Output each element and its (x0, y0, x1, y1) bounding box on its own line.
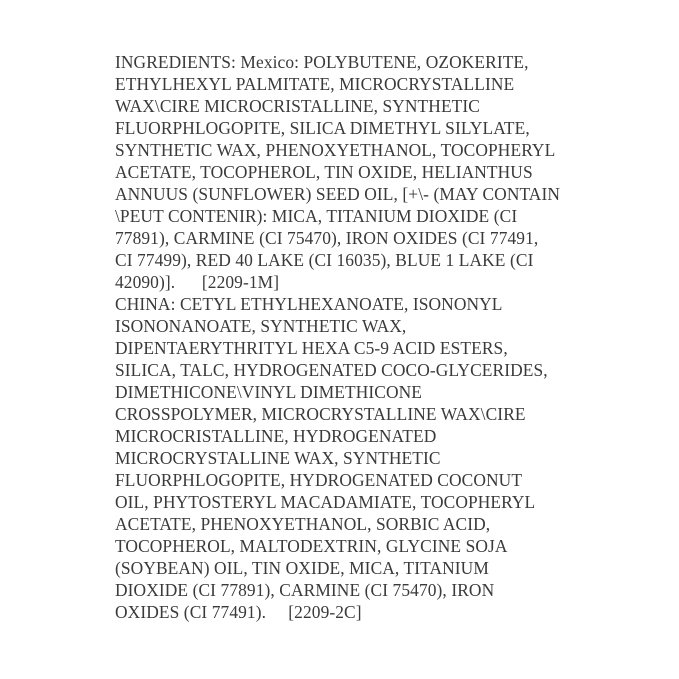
ingredients-line: SYNTHETIC WAX, PHENOXYETHANOL, TOCOPHERYL (115, 140, 556, 160)
ingredients-line: FLUORPHLOGOPITE, HYDROGENATED COCONUT (115, 470, 523, 490)
ingredients-line-china-start: CHINA: CETYL ETHYLHEXANOATE, ISONONYL (115, 294, 503, 314)
ingredients-line: DIMETHICONE\VINYL DIMETHICONE (115, 382, 423, 402)
ingredients-line: INGREDIENTS: Mexico: POLYBUTENE, OZOKERITE, (115, 52, 529, 72)
ingredients-line: SILICA, TALC, HYDROGENATED COCO-GLYCERIDES, (115, 360, 548, 380)
ingredients-line: ACETATE, PHENOXYETHANOL, SORBIC ACID, (115, 514, 491, 534)
ingredients-line: WAX\CIRE MICROCRISTALLINE, SYNTHETIC (115, 96, 480, 116)
ingredients-line: 77891), CARMINE (CI 75470), IRON OXIDES (CI 77491, (115, 228, 539, 248)
ingredients-line: \PEUT CONTENIR): MICA, TITANIUM DIOXIDE (CI (115, 206, 518, 226)
ingredients-line: FLUORPHLOGOPITE, SILICA DIMETHYL SILYLATE, (115, 118, 530, 138)
ingredients-line: TOCOPHEROL, MALTODEXTRIN, GLYCINE SOJA (115, 536, 508, 556)
ingredients-line: (SOYBEAN) OIL, TIN OXIDE, MICA, TITANIUM (115, 558, 489, 578)
ingredients-line: ANNUUS (SUNFLOWER) SEED OIL, [+\- (MAY CONTAIN (115, 184, 561, 204)
ingredients-line: DIPENTAERYTHRITYL HEXA C5-9 ACID ESTERS, (115, 338, 508, 358)
ingredients-line: ISONONANOATE, SYNTHETIC WAX, (115, 316, 407, 336)
ingredients-line: CROSSPOLYMER, MICROCRYSTALLINE WAX\CIRE (115, 404, 526, 424)
ingredients-line: ETHYLHEXYL PALMITATE, MICROCRYSTALLINE (115, 74, 515, 94)
ingredients-text-block (115, 51, 560, 623)
ingredients-line: MICROCRYSTALLINE WAX, SYNTHETIC (115, 448, 441, 468)
ingredients-line: MICROCRISTALLINE, HYDROGENATED (115, 426, 437, 446)
ingredients-line: OIL, PHYTOSTERYL MACADAMIATE, TOCOPHERYL (115, 492, 536, 512)
ingredients-line-china-code: OXIDES (CI 77491). [2209-2C] (115, 602, 362, 622)
ingredients-line: DIOXIDE (CI 77891), CARMINE (CI 75470), IRON (115, 580, 495, 600)
ingredients-line: ACETATE, TOCOPHEROL, TIN OXIDE, HELIANTHUS (115, 162, 533, 182)
ingredients-line: CI 77499), RED 40 LAKE (CI 16035), BLUE 1 LAKE (CI (115, 250, 534, 270)
ingredients-line-mexico-code: 42090)]. [2209-1M] (115, 272, 280, 292)
